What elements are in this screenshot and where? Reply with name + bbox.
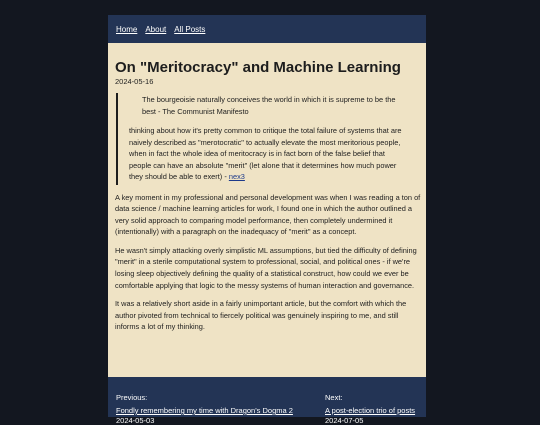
post-navigation <box>108 377 426 425</box>
post-date: 2024-05-16 <box>115 77 154 86</box>
previous-label: Previous: <box>116 393 148 402</box>
nav-home-link[interactable]: Home <box>116 24 138 34</box>
quote-text <box>129 125 402 185</box>
quote-text-body: thinking about how it's pretty common to critique the total failure of systems that are naively described as "merotocratic" to actually elevate the most meritorious people, when in fact the whole idea of meritocracy is in fact born of the false belief that people can have an absolute "merit" (let alone that it determines how much power they should be able to exert) - <box>129 126 402 181</box>
next-label: Next: <box>325 393 343 402</box>
page-window <box>108 15 426 425</box>
next-post-link[interactable]: A post-election trio of posts <box>325 406 416 415</box>
nav-all-posts-link[interactable]: All Posts <box>174 24 206 34</box>
previous-post-date: 2024-05-03 <box>116 416 155 425</box>
nav-about-link[interactable]: About <box>145 24 167 34</box>
blockquote <box>116 93 402 185</box>
paragraph-1: A key moment in my professional and personal development was when I was reading a ton of data science / machine learning articles for work, I found one in which the author outlined a very solid approach to comparing model performance, then completely undermined it (intentionally) with a paragraph on the inadequacy of "merit" as a concept. <box>115 192 421 237</box>
previous-post <box>116 393 293 425</box>
post-content <box>108 43 426 333</box>
paragraph-3: It was a relatively short aside in a fairly unimportant article, but the comfort with which the author pivoted from technical to fiercely political was genuinely inspiring to me, and still informs a lot of my thinking. <box>115 299 407 332</box>
quote-source-link[interactable]: nex3 <box>228 172 245 181</box>
post-title: On "Meritocracy" and Machine Learning <box>115 59 401 76</box>
next-post <box>325 393 415 425</box>
previous-post-link[interactable]: Fondly remembering my time with Dragon's Dogma 2 <box>116 406 293 415</box>
next-post-date: 2024-07-05 <box>325 416 364 425</box>
epigraph-quote: The bourgeoisie naturally conceives the world in which it is supreme to be the best - The Communist Manifesto <box>142 95 396 116</box>
top-nav <box>108 15 426 43</box>
paragraph-2: He wasn't simply attacking overly simplistic ML assumptions, but tied the difficulty of defining "merit" in a sterile computational system to professional, social, and political ones - if we're losing sleep objectively defining the quality of a statistical construct, how could we ever be comfortable applying that logic to the messy systems of human interaction and governance. <box>115 245 417 290</box>
